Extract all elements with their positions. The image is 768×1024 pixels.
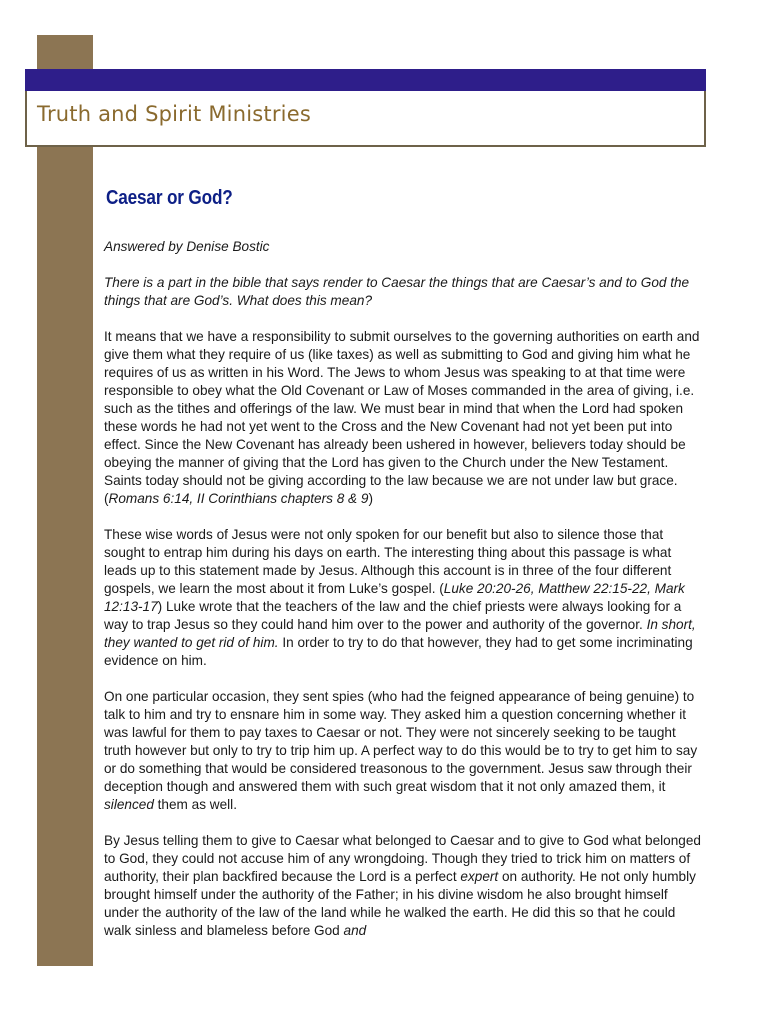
answer-paragraph-1	[104, 328, 704, 508]
paragraph-text: It means that we have a responsibility to submit ourselves to the governing authorities on earth and give them what they require of us (like taxes) as well as submitting to God and giving him what he requires of us as written in his Word. The Jews to whom Jesus was speaking to at that time were responsible to obey what the Old Covenant or Law of Moses commanded in the area of giving, i.e. such as the tithes and offerings of the law. We must bear in mind that when the Lord had spoken these words he had not yet went to the Cross and the New Covenant had not yet been put into effect. Since the New Covenant has already been ushered in however, believers today should be obeying the manner of giving that the Lord has given to the Church under the New Testament. Saints today should not be giving according to the law because we are not under law but grace. (	[104, 329, 700, 506]
paragraph-text: These wise words of Jesus were not only spoken for our benefit but also to silence those that sought to entrap him during his days on earth. The interesting thing about this passage is what leads up to this statement made by Jesus. Although this account is in three of the four different gospels, we learn the most about it from Luke’s gospel. (	[104, 527, 672, 596]
paragraph-text: By Jesus telling them to give to Caesar what belonged to Caesar and to give to God what belonged to God, they could not accuse him of any wrongdoing. Though they tried to trick him on matters of authority, their plan backfired because the Lord is a perfect	[104, 833, 701, 884]
paragraph-text: In order to try to do that however, they had to get some incriminating evidence on him.	[104, 635, 693, 668]
site-title: Truth and Spirit Ministries	[37, 102, 311, 126]
article-byline: Answered by Denise Bostic	[104, 239, 270, 254]
paragraph-text: On one particular occasion, they sent spies (who had the feigned appearance of being genuine) to talk to him and try to ensnare him in some way. They asked him a question concerning whether it was lawful for them to pay taxes to Caesar or not. They were not sincerely seeking to be taught truth however but only to try to trip him up. A perfect way to do this would be to try to get him to say or do something that would be considered treasonous to the government. Jesus saw through their deception though and answered them with such great wisdom that it not only amazed them, it	[104, 689, 698, 794]
article-question: There is a part in the bible that says render to Caesar the things that are Caesar’s and to God the things that are God’s. What does this mean?	[104, 275, 690, 308]
answer-paragraph-3	[104, 688, 704, 814]
scripture-reference: Romans 6:14, II Corinthians chapters 8 & 9	[108, 491, 369, 506]
answer-paragraph-2	[104, 526, 704, 670]
emphasis-text: and	[343, 923, 367, 938]
site-header	[25, 91, 706, 147]
side-decorative-bar	[37, 35, 93, 966]
article-title: Caesar or God?	[106, 187, 233, 209]
article-content	[104, 182, 704, 958]
paragraph-text: them as well.	[153, 797, 237, 812]
header-top-band	[25, 69, 706, 91]
emphasis-text: In short, they wanted to get rid of him.	[104, 617, 696, 650]
paragraph-text: on authority. He not only humbly brought himself under the authority of the Father; in his divine wisdom he also brought himself under the authority of the law of the land while he walked the earth. He did this so that he could walk sinless and blameless before God	[104, 869, 696, 938]
answer-paragraph-4	[104, 832, 704, 940]
emphasis-text: silenced	[104, 797, 154, 812]
emphasis-text: expert	[460, 869, 499, 884]
scripture-reference: Luke 20:20-26, Matthew 22:15-22, Mark 12:13-17	[104, 581, 685, 614]
paragraph-text: ) Luke wrote that the teachers of the law and the chief priests were always looking for a way to trap Jesus so they could hand him over to the power and authority of the governor.	[104, 599, 682, 632]
paragraph-text: )	[368, 491, 373, 506]
